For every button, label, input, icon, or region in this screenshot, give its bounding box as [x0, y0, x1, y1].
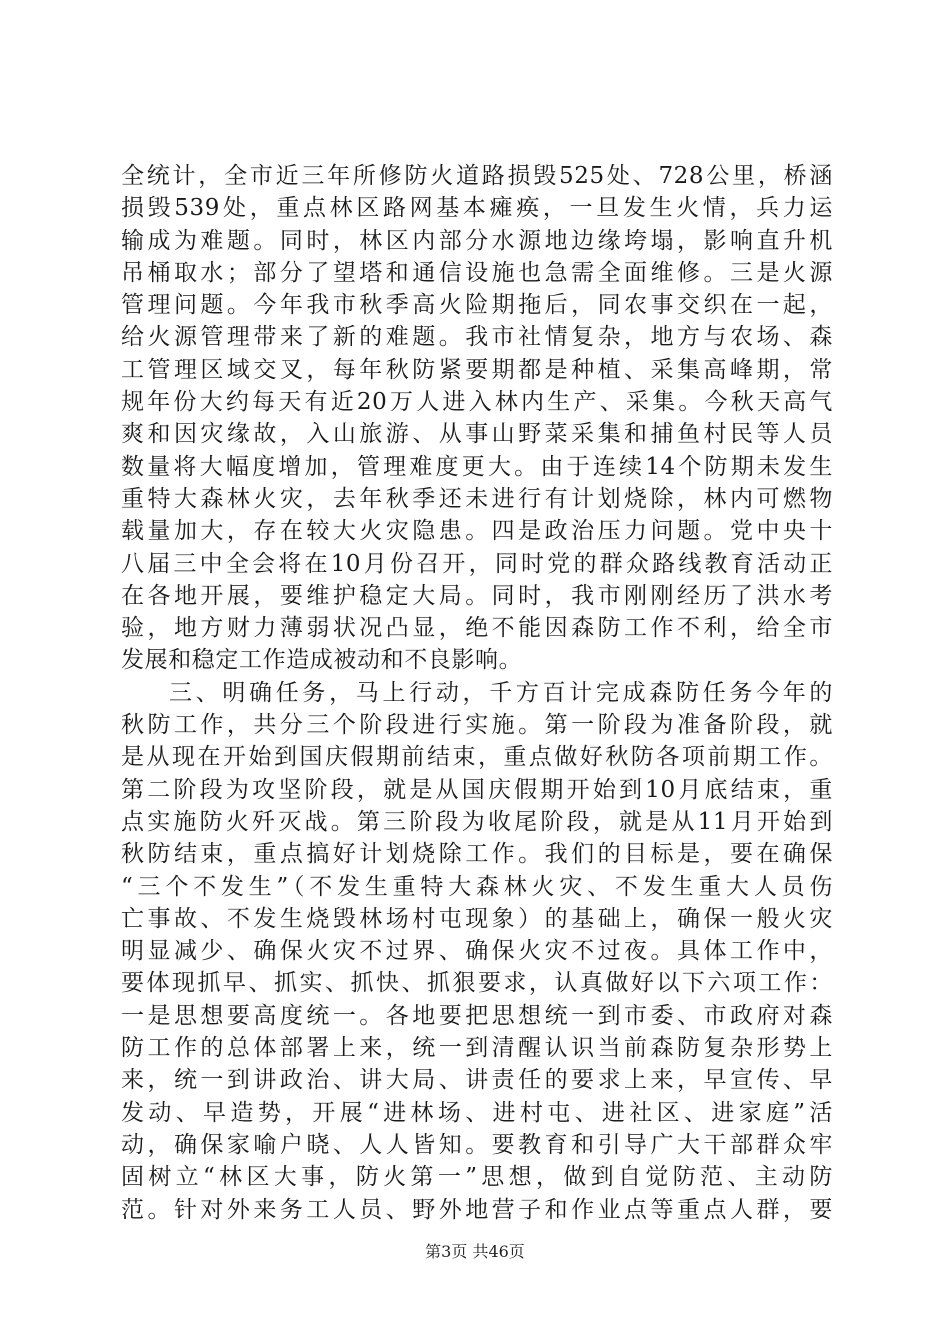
text-line: 八届三中全会将在10月份召开，同时党的群众路线教育活动正: [121, 550, 833, 577]
text-line: 输成为难题。同时，林区内部分水源地边缘垮塌，影响直升机: [121, 227, 833, 254]
paragraph-end-line: 发展和稳定工作造成被动和不良影响。: [121, 647, 523, 674]
text-line: 固树立“林区大事，防火第一”思想，做到自觉防范、主动防: [121, 1164, 833, 1191]
text-line: 工管理区域交叉，每年秋防紧要期都是种植、采集高峰期，常: [121, 356, 833, 383]
text-line: 秋防结束，重点搞好计划烧除工作。我们的目标是，要在确保: [121, 841, 833, 868]
text-line: 要体现抓早、抓实、抓快、抓狠要求，认真做好以下六项工作：: [121, 970, 833, 997]
text-line: 第二阶段为攻坚阶段，就是从国庆假期开始到10月底结束，重: [121, 776, 833, 803]
text-line: “三个不发生”（不发生重特大森林火灾、不发生重大人员伤: [121, 873, 833, 900]
text-line: 给火源管理带来了新的难题。我市社情复杂，地方与农场、森: [121, 324, 833, 351]
text-line: 全统计，全市近三年所修防火道路损毁525处、728公里，桥涵: [121, 163, 833, 189]
paragraph-start-line: 三、明确任务，马上行动，千方百计完成森防任务今年的: [169, 679, 833, 706]
text-line: 点实施防火歼灭战。第三阶段为收尾阶段，就是从11月开始到: [121, 808, 833, 835]
text-line: 在各地开展，要维护稳定大局。同时，我市刚刚经历了洪水考: [121, 582, 833, 609]
text-line: 范。针对外来务工人员、野外地营子和作业点等重点人群，要: [121, 1196, 833, 1223]
text-line: 明显减少、确保火灾不过界、确保火灾不过夜。具体工作中，: [121, 938, 833, 965]
text-line: 是从现在开始到国庆假期前结束，重点做好秋防各项前期工作。: [121, 744, 833, 771]
text-line: 管理问题。今年我市秋季高火险期拖后，同农事交织在一起，: [121, 292, 833, 319]
text-line: 一是思想要高度统一。各地要把思想统一到市委、市政府对森: [121, 1002, 833, 1029]
text-line: 验，地方财力薄弱状况凸显，绝不能因森防工作不利，给全市: [121, 615, 833, 642]
text-line: 秋防工作，共分三个阶段进行实施。第一阶段为准备阶段，就: [121, 712, 833, 739]
text-line: 动，确保家喻户晓、人人皆知。要教育和引导广大干部群众牢: [121, 1131, 833, 1158]
text-line: 损毁539处，重点林区路网基本瘫痪，一旦发生火情，兵力运: [121, 195, 833, 222]
text-line: 重特大森林火灾，去年秋季还未进行有计划烧除，林内可燃物: [121, 485, 833, 512]
text-line: 爽和因灾缘故，入山旅游、从事山野菜采集和捕鱼村民等人员: [121, 421, 833, 448]
body-text: [121, 160, 833, 1226]
text-line: 吊桶取水；部分了望塔和通信设施也急需全面维修。三是火源: [121, 259, 833, 286]
page-number-footer: 第3页 共46页: [425, 1242, 525, 1261]
text-line: 亡事故、不发生烧毁林场村屯现象）的基础上，确保一般火灾: [121, 905, 833, 932]
text-line: 载量加大，存在较大火灾隐患。四是政治压力问题。党中央十: [121, 518, 833, 545]
text-line: 数量将大幅度增加，管理难度更大。由于连续14个防期未发生: [121, 453, 833, 480]
text-line: 规年份大约每天有近20万人进入林内生产、采集。今秋天高气: [121, 389, 833, 416]
text-line: 发动、早造势，开展“进林场、进村屯、进社区、进家庭”活: [121, 1099, 833, 1126]
text-line: 来，统一到讲政治、讲大局、讲责任的要求上来，早宣传、早: [121, 1067, 833, 1094]
text-line: 防工作的总体部署上来，统一到清醒认识当前森防复杂形势上: [121, 1035, 833, 1062]
